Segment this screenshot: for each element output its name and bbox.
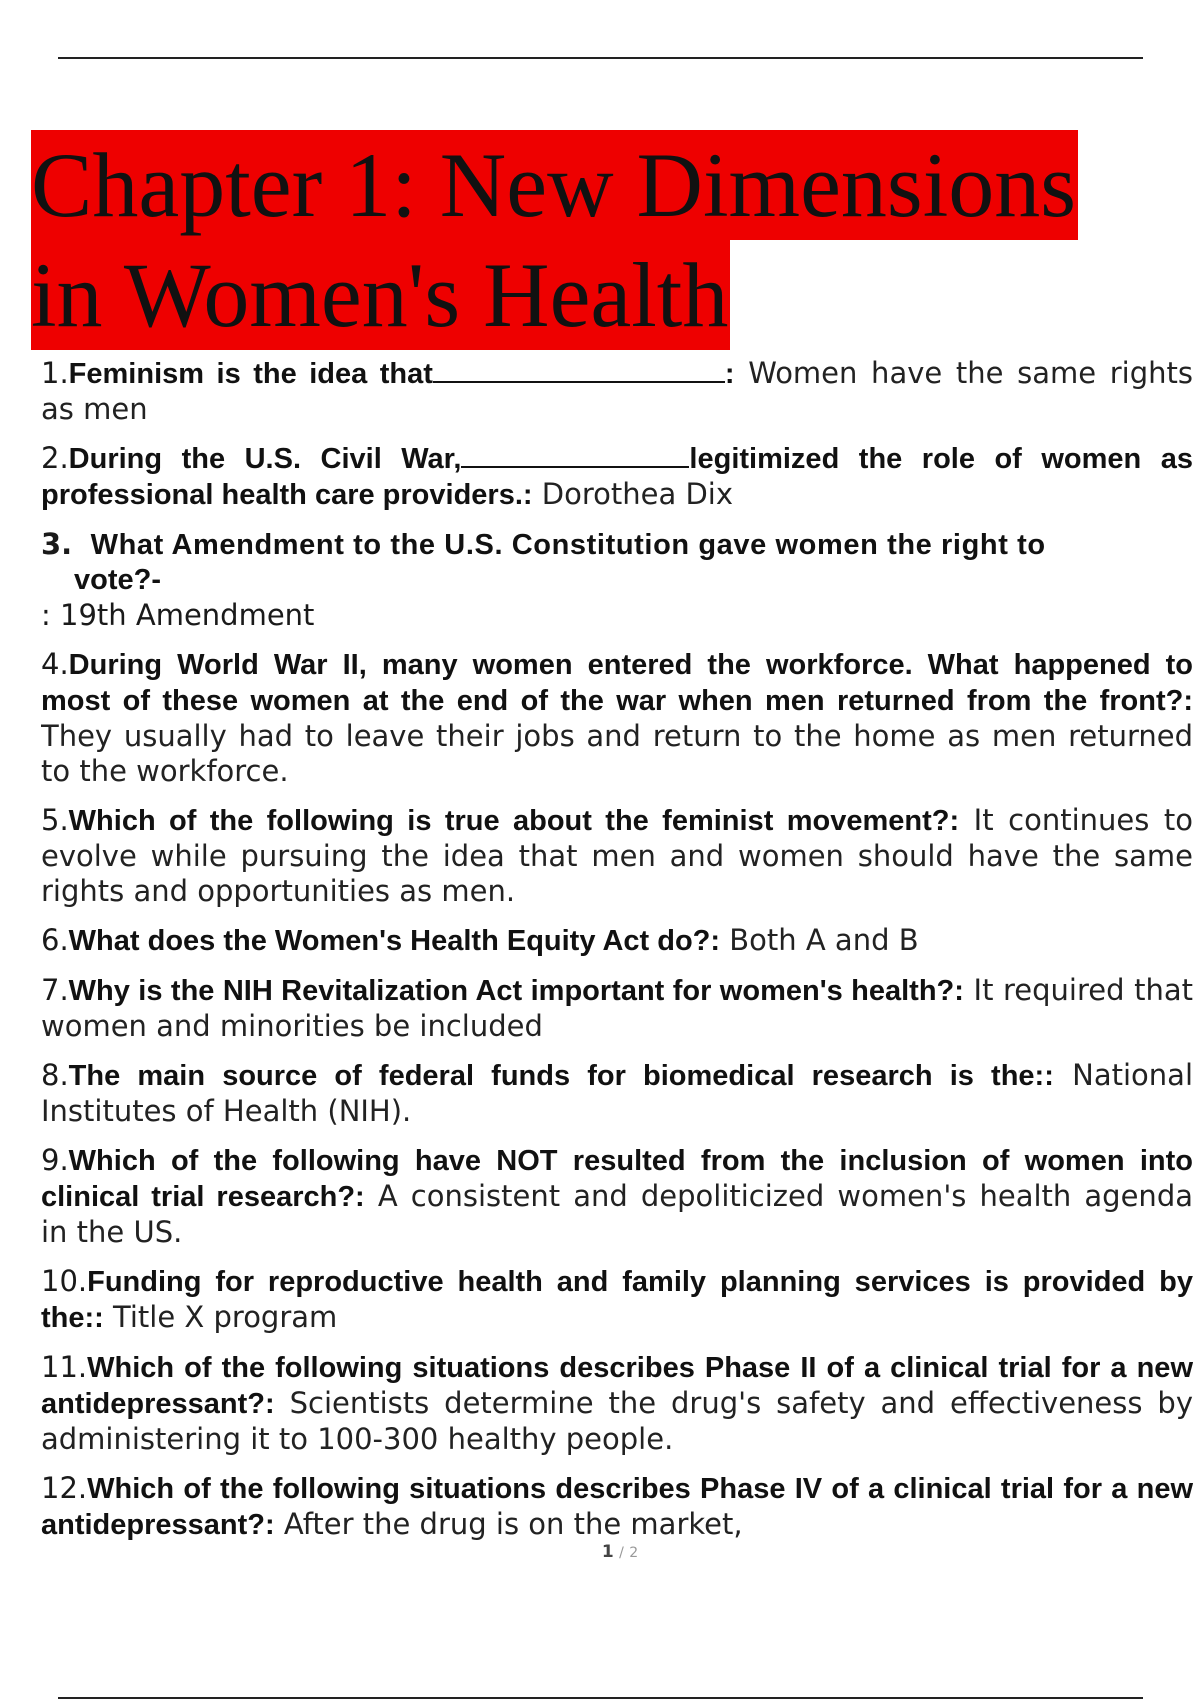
total-pages: 2 xyxy=(629,1545,639,1561)
qa-item-12 xyxy=(41,1471,1193,1543)
top-rule xyxy=(58,57,1143,59)
item-number: 1. xyxy=(41,356,69,390)
question-text: Which of the following is true about the feminist movement?: xyxy=(68,805,960,837)
qa-item-1 xyxy=(41,356,1193,427)
question-text: Which of the following situations describes Phase II of a clinical trial for a new antidepressant?: xyxy=(41,1352,1193,1420)
question-text: During World War II, many women entered the workforce. What happened to most of these women at the end of the war when men returned from the front?: xyxy=(41,649,1193,717)
qa-item-8 xyxy=(41,1058,1193,1129)
question-text: What does the Women's Health Equity Act do?: xyxy=(68,925,721,957)
answer-text: Scientists determine the drug's safety and effectiveness by administering it to 100-300 healthy people. xyxy=(41,1386,1193,1456)
qa-item-2 xyxy=(41,441,1193,513)
answer-text: : 19th Amendment xyxy=(41,598,315,632)
item-number: 2. xyxy=(41,441,69,475)
qa-item-6 xyxy=(41,923,1193,959)
item-number: 7. xyxy=(41,973,69,1007)
qa-item-9 xyxy=(41,1143,1193,1250)
answer-text: They usually had to leave their jobs and return to the home as men returned to the workforce. xyxy=(41,719,1193,788)
answer-text: Dorothea Dix xyxy=(532,477,733,511)
question-text: The main source of federal funds for biomedical research is the:: xyxy=(68,1060,1054,1092)
question-text: Which of the following situations describes Phase IV of a clinical trial for a new antidepressant?: xyxy=(41,1473,1193,1541)
qa-item-7 xyxy=(41,973,1193,1044)
page-indicator xyxy=(0,1542,1200,1562)
answer-text: After the drug is on the market, xyxy=(274,1507,743,1541)
qa-item-11 xyxy=(41,1350,1193,1457)
chapter-title-line-1: Chapter 1: New Dimensions xyxy=(31,130,1078,240)
qa-item-3 xyxy=(41,527,1193,563)
item-number: 5. xyxy=(41,803,69,837)
question-answer-list xyxy=(41,356,1193,1557)
qa-item-10 xyxy=(41,1264,1193,1336)
item-number: 8. xyxy=(41,1058,69,1092)
answer-text: Both A and B xyxy=(720,923,919,957)
bottom-rule xyxy=(58,1697,1143,1699)
answer-blank xyxy=(461,444,689,468)
item-number: 11. xyxy=(41,1350,88,1384)
item-number: 4. xyxy=(41,647,69,681)
question-text-continued: vote?- xyxy=(74,564,161,596)
chapter-title-line-2: in Women's Health xyxy=(31,240,730,350)
question-text: Feminism is the idea that : xyxy=(68,358,735,390)
item-number: 6. xyxy=(41,923,69,957)
question-text: Which of the following have NOT resulted from the inclusion of women into clinical trial research?: xyxy=(41,1145,1193,1213)
answer-blank xyxy=(433,359,725,383)
answer-text: Title X program xyxy=(103,1300,338,1334)
page-separator: / xyxy=(619,1545,624,1561)
question-text: During the U.S. Civil War, legitimized the role of women as professional health care providers.: xyxy=(41,443,1193,511)
item-number: 12. xyxy=(41,1471,88,1505)
answer-text: A consistent and depoliticized women's health agenda in the US. xyxy=(41,1179,1193,1249)
current-page: 1 xyxy=(601,1542,614,1562)
chapter-title xyxy=(31,130,1171,350)
question-text: What Amendment to the U.S. Constitution gave women the right to xyxy=(90,529,1046,561)
question-text: Why is the NIH Revitalization Act important for women's health?: xyxy=(68,975,964,1007)
qa-item-4 xyxy=(41,647,1193,789)
answer-text: Women have the same rights as men xyxy=(41,356,1193,426)
answer-text: It required that women and minorities be included xyxy=(41,973,1193,1043)
answer-text: National Institutes of Health (NIH). xyxy=(41,1058,1193,1128)
answer-text: It continues to evolve while pursuing the idea that men and women should have the same rights and opportunities as men. xyxy=(41,803,1193,908)
qa-item-5 xyxy=(41,803,1193,909)
item-number: 9. xyxy=(41,1143,69,1177)
item-number: 10. xyxy=(41,1264,88,1298)
question-text: Funding for reproductive health and family planning services is provided by the:: xyxy=(41,1266,1193,1334)
item-number: 3. xyxy=(41,527,73,561)
